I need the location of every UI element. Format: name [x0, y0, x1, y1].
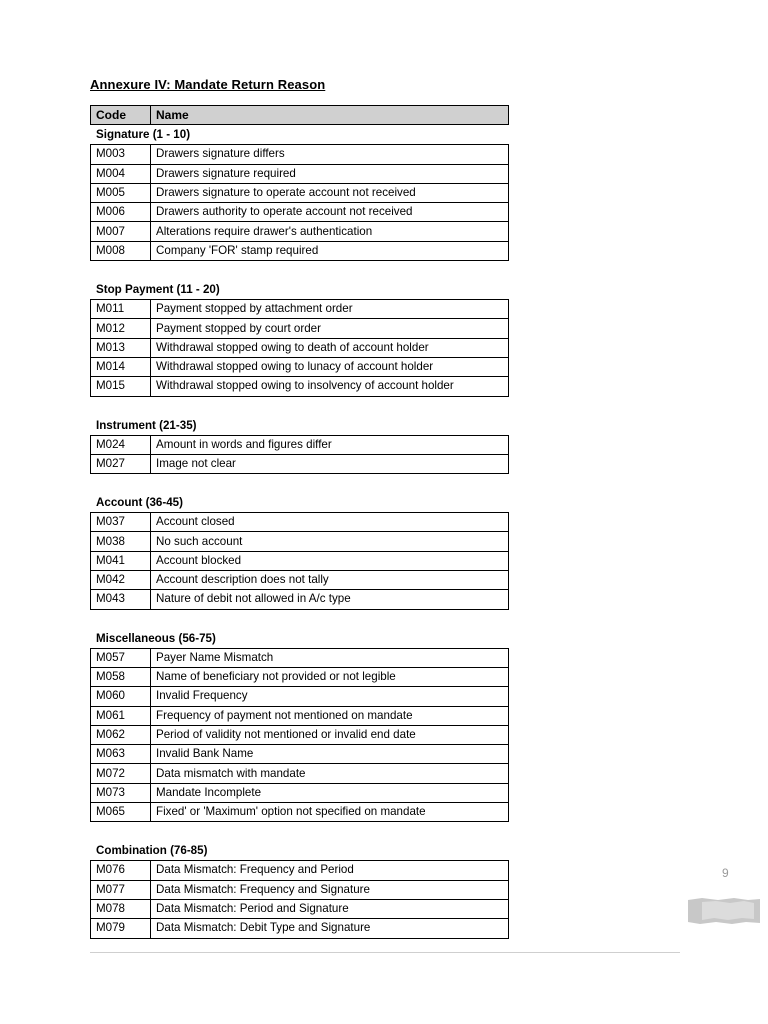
code-cell: M043	[91, 590, 151, 609]
table-row	[91, 319, 509, 338]
table-row	[91, 783, 509, 802]
name-cell: Payment stopped by attachment order	[151, 300, 509, 319]
table-row	[91, 590, 509, 609]
section-title: Miscellaneous (56-75)	[96, 631, 216, 645]
code-cell: M057	[91, 648, 151, 667]
table-row	[91, 338, 509, 357]
code-cell: M076	[91, 861, 151, 880]
name-cell: Name of beneficiary not provided or not legible	[151, 667, 509, 686]
code-cell: M037	[91, 513, 151, 532]
page-tab-decoration	[688, 896, 760, 926]
code-cell: M003	[91, 145, 151, 164]
table-row	[91, 687, 509, 706]
code-cell: M015	[91, 377, 151, 396]
table-row	[91, 203, 509, 222]
table-row	[91, 861, 509, 880]
page-number: 9	[722, 866, 729, 880]
mandate-return-reason-table	[90, 105, 509, 125]
name-cell: Withdrawal stopped owing to lunacy of account holder	[151, 357, 509, 376]
table-row	[91, 300, 509, 319]
code-cell: M012	[91, 319, 151, 338]
name-cell: Drawers signature to operate account not received	[151, 183, 509, 202]
table-row	[91, 745, 509, 764]
name-cell: Data Mismatch: Frequency and Period	[151, 861, 509, 880]
name-cell: Withdrawal stopped owing to death of account holder	[151, 338, 509, 357]
table-row	[91, 241, 509, 260]
name-cell: Invalid Frequency	[151, 687, 509, 706]
section-title: Signature (1 - 10)	[96, 128, 191, 142]
section-gap	[90, 261, 508, 280]
section-table	[90, 860, 509, 938]
name-cell: Nature of debit not allowed in A/c type	[151, 590, 509, 609]
name-cell: Data Mismatch: Period and Signature	[151, 899, 509, 918]
code-cell: M027	[91, 454, 151, 473]
name-cell: Mandate Incomplete	[151, 783, 509, 802]
code-cell: M077	[91, 880, 151, 899]
code-cell: M024	[91, 435, 151, 454]
code-cell: M008	[91, 241, 151, 260]
code-cell: M013	[91, 338, 151, 357]
name-cell: Drawers signature differs	[151, 145, 509, 164]
table-row	[91, 919, 509, 938]
code-cell: M061	[91, 706, 151, 725]
table-row	[91, 145, 509, 164]
section-table	[90, 299, 509, 396]
name-cell: Withdrawal stopped owing to insolvency of account holder	[151, 377, 509, 396]
table-row	[91, 454, 509, 473]
table-row	[91, 164, 509, 183]
name-cell: Image not clear	[151, 454, 509, 473]
sections-container	[90, 125, 508, 938]
section-gap	[90, 474, 508, 493]
table-row	[91, 899, 509, 918]
code-cell: M042	[91, 571, 151, 590]
table-row	[91, 513, 509, 532]
name-cell: No such account	[151, 532, 509, 551]
name-cell: Frequency of payment not mentioned on mandate	[151, 706, 509, 725]
table-row	[91, 706, 509, 725]
code-cell: M073	[91, 783, 151, 802]
code-cell: M007	[91, 222, 151, 241]
code-cell: M062	[91, 725, 151, 744]
name-cell: Payer Name Mismatch	[151, 648, 509, 667]
section-table	[90, 648, 509, 823]
section-gap	[90, 610, 508, 629]
section-table	[90, 144, 509, 261]
code-cell: M041	[91, 551, 151, 570]
name-cell: Data mismatch with mandate	[151, 764, 509, 783]
code-cell: M014	[91, 357, 151, 376]
name-cell: Account description does not tally	[151, 571, 509, 590]
name-cell: Alterations require drawer's authentication	[151, 222, 509, 241]
code-cell: M063	[91, 745, 151, 764]
table-row	[91, 435, 509, 454]
table-row	[91, 803, 509, 822]
code-cell: M006	[91, 203, 151, 222]
section-gap	[90, 397, 508, 416]
table-row	[91, 764, 509, 783]
name-cell: Account blocked	[151, 551, 509, 570]
table-row	[91, 571, 509, 590]
table-row	[91, 667, 509, 686]
section-table	[90, 512, 509, 609]
name-cell: Drawers authority to operate account not received	[151, 203, 509, 222]
name-cell: Data Mismatch: Frequency and Signature	[151, 880, 509, 899]
name-cell: Invalid Bank Name	[151, 745, 509, 764]
code-cell: M038	[91, 532, 151, 551]
table-row	[91, 880, 509, 899]
section-gap	[90, 822, 508, 841]
name-column-header: Name	[151, 106, 509, 125]
code-cell: M078	[91, 899, 151, 918]
name-cell: Account closed	[151, 513, 509, 532]
code-cell: M004	[91, 164, 151, 183]
name-cell: Payment stopped by court order	[151, 319, 509, 338]
table-row	[91, 648, 509, 667]
table-row	[91, 222, 509, 241]
code-column-header: Code	[91, 106, 151, 125]
code-cell: M005	[91, 183, 151, 202]
table-row	[91, 532, 509, 551]
section-title: Instrument (21-35)	[96, 418, 197, 432]
code-cell: M011	[91, 300, 151, 319]
section-title: Stop Payment (11 - 20)	[96, 283, 220, 297]
section-title: Account (36-45)	[96, 496, 183, 510]
name-cell: Fixed' or 'Maximum' option not specified on mandate	[151, 803, 509, 822]
table-row	[91, 357, 509, 376]
code-cell: M065	[91, 803, 151, 822]
page-title: Annexure IV: Mandate Return Reason	[90, 77, 326, 92]
section-title: Combination (76-85)	[96, 844, 208, 858]
mandate-return-reason-table-container	[90, 105, 508, 939]
table-row	[91, 377, 509, 396]
footer-divider	[90, 952, 680, 953]
name-cell: Data Mismatch: Debit Type and Signature	[151, 919, 509, 938]
code-cell: M058	[91, 667, 151, 686]
table-row	[91, 183, 509, 202]
code-cell: M060	[91, 687, 151, 706]
code-cell: M079	[91, 919, 151, 938]
name-cell: Drawers signature required	[151, 164, 509, 183]
name-cell: Company 'FOR' stamp required	[151, 241, 509, 260]
name-cell: Amount in words and figures differ	[151, 435, 509, 454]
name-cell: Period of validity not mentioned or invalid end date	[151, 725, 509, 744]
table-row	[91, 725, 509, 744]
table-header-row	[91, 106, 509, 125]
section-table	[90, 435, 509, 475]
table-row	[91, 551, 509, 570]
code-cell: M072	[91, 764, 151, 783]
